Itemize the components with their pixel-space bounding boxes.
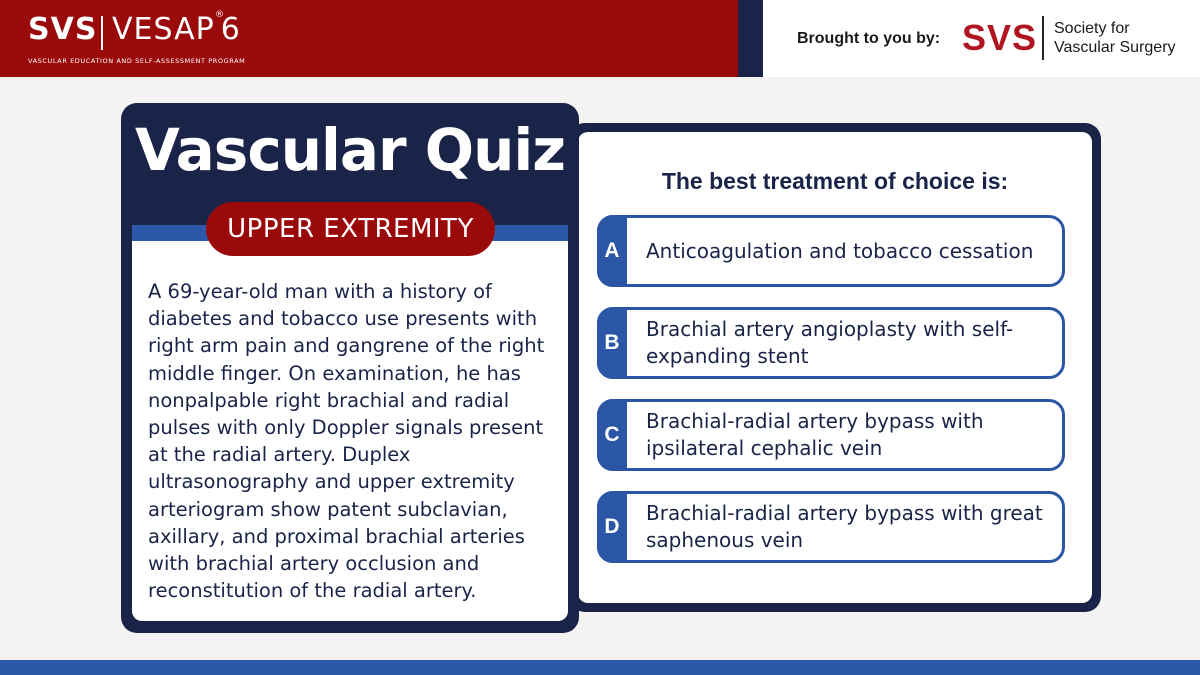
option-text-c: Brachial-radial artery bypass with ipsilateral cephalic vein <box>646 409 984 460</box>
option-c[interactable] <box>597 399 1065 471</box>
option-letter-c: C <box>597 399 627 471</box>
vesap-logo-svs: SVS <box>28 12 98 47</box>
option-text-d: Brachial-radial artery bypass with great saphenous vein <box>646 501 1043 552</box>
brought-by-label: Brought to you by: <box>797 30 941 47</box>
option-letter-b: B <box>597 307 627 379</box>
option-b[interactable] <box>597 307 1065 379</box>
society-line-2: Vascular Surgery <box>1054 39 1176 56</box>
quiz-title: Vascular Quiz <box>134 116 566 184</box>
option-letter-a: A <box>597 215 627 287</box>
option-text-a: Anticoagulation and tobacco cessation <box>646 238 1034 263</box>
case-description: A 69-year-old man with a history of diabetes and tobacco use presents with right arm pain and gangrene of the right middle finger. On examination, he has nonpalpable right brachial and radial pulses with only Doppler signals present at the radial artery. Duplex ultrasonography and upper extremity arteriogram show patent subclavian, axillary, and proximal brachial arteries with brachial artery occlusion and reconstitution of the radial artery. <box>148 280 545 603</box>
logo-divider <box>101 16 103 50</box>
header-divider-strip <box>738 0 763 77</box>
vesap-logo-wordmark: VESAP 6 <box>112 12 241 47</box>
society-name <box>1054 19 1176 57</box>
option-a[interactable] <box>597 215 1065 287</box>
category-badge: UPPER EXTREMITY <box>206 202 495 256</box>
question-prompt: The best treatment of choice is: <box>661 168 1009 194</box>
svs-logo: SVS <box>962 17 1038 58</box>
registered-mark: ® <box>215 10 224 20</box>
option-d[interactable] <box>597 491 1065 563</box>
footer-bar <box>0 660 1200 675</box>
option-text-b: Brachial artery angioplasty with self-expanding stent <box>646 317 1014 368</box>
option-letter-d: D <box>597 491 627 563</box>
header-banner <box>0 0 738 77</box>
society-line-1: Society for <box>1054 20 1130 37</box>
sponsor-divider <box>1042 16 1044 60</box>
vesap-tagline: VASCULAR EDUCATION AND SELF-ASSESSMENT PROGRAM <box>28 57 246 65</box>
